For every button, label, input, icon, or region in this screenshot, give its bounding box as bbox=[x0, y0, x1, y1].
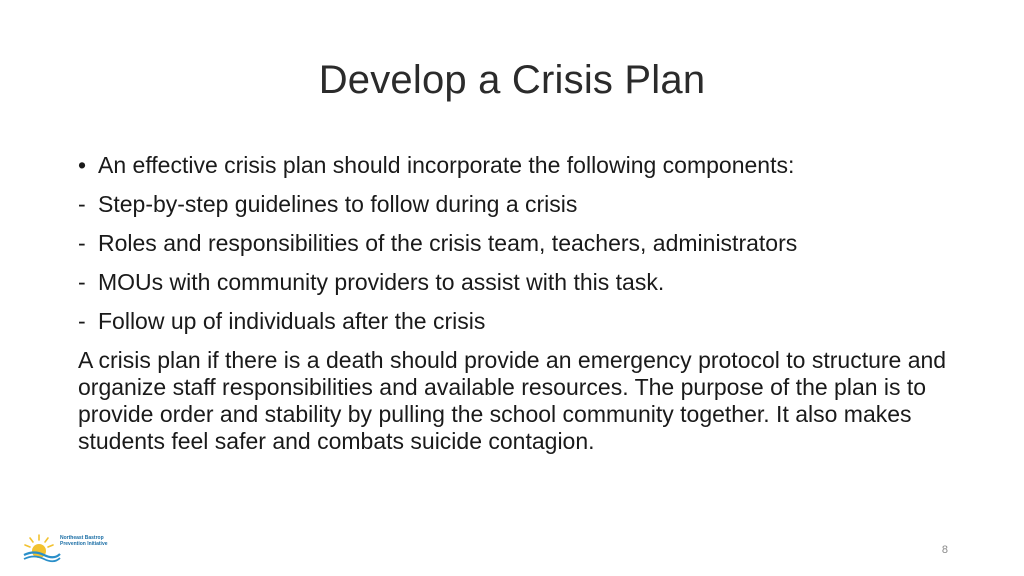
sun-icon bbox=[25, 535, 53, 558]
page-number: 8 bbox=[941, 544, 948, 556]
dash-marker: - bbox=[78, 269, 86, 295]
dash-item-text: Follow up of individuals after the crisis bbox=[98, 308, 486, 334]
dash-item bbox=[78, 269, 968, 296]
organization-logo bbox=[22, 533, 112, 563]
sun-water-icon bbox=[22, 533, 62, 563]
dash-item-text: MOUs with community providers to assist with this task. bbox=[98, 269, 665, 295]
dash-item-text: Roles and responsibilities of the crisis team, teachers, administrators bbox=[98, 230, 798, 256]
dash-marker: - bbox=[78, 230, 86, 256]
bullet-marker: • bbox=[78, 152, 87, 178]
dash-item bbox=[78, 308, 968, 335]
slide-content bbox=[78, 152, 968, 455]
bullet-text: An effective crisis plan should incorporate the following components: bbox=[98, 152, 795, 178]
logo-text: Northeast Bastrop Prevention Initiative bbox=[60, 535, 108, 547]
bullet-item-intro bbox=[78, 152, 968, 179]
slide-title: Develop a Crisis Plan bbox=[318, 58, 706, 102]
dash-item bbox=[78, 191, 968, 218]
dash-item bbox=[78, 230, 968, 257]
dash-item-text: Step-by-step guidelines to follow during a crisis bbox=[98, 191, 578, 217]
dash-marker: - bbox=[78, 308, 86, 334]
dash-marker: - bbox=[78, 191, 86, 217]
body-paragraph: A crisis plan if there is a death should provide an emergency protocol to structure and organize staff responsibilities and available resources. The purpose of the plan is to provide order and stability by pulling the school community together. It also makes students feel safer and combats suicide contagion. bbox=[78, 347, 947, 454]
